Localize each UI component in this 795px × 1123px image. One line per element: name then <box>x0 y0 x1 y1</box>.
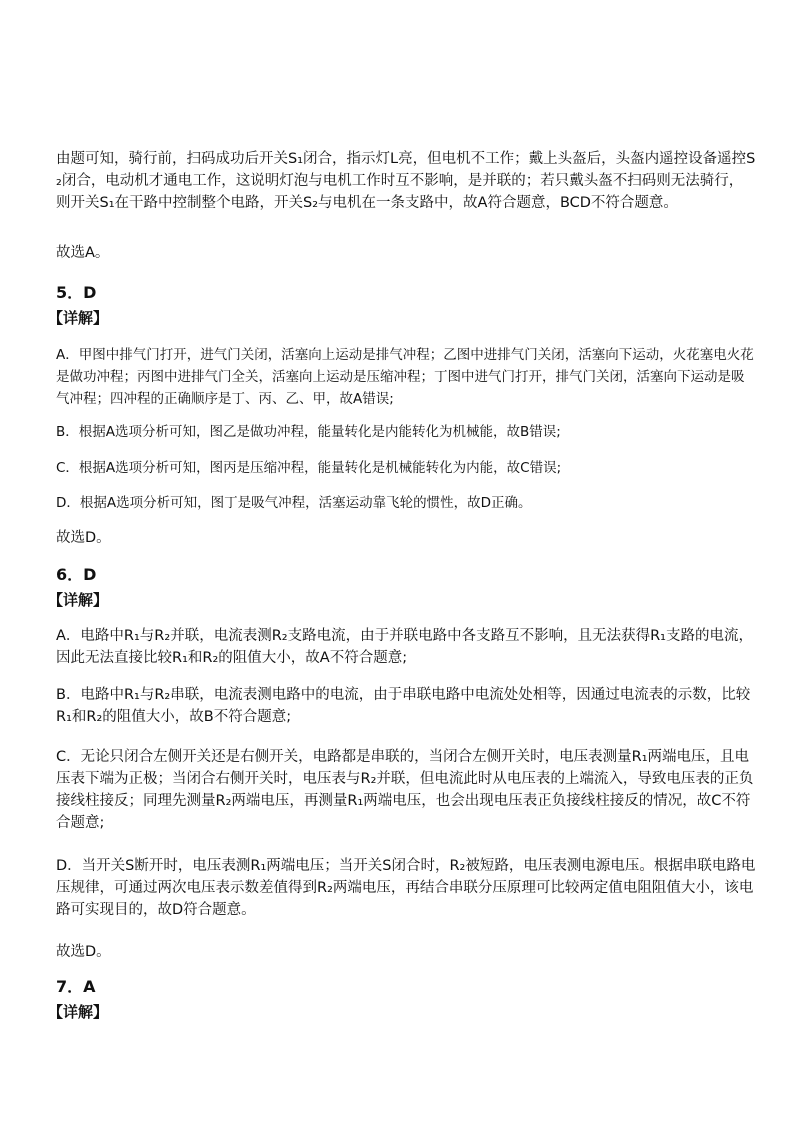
q6-option-b-analysis: B．电路中R₁与R₂串联，电流表测电路中的电流，由于串联电路中电流处处相等，因通过电流表的示数，比较R₁和R₂的阻值大小，故B不符合题意; <box>56 687 751 725</box>
q6-option-a-analysis: A．电路中R₁与R₂并联，电流表测R₂支路电流，由于并联电路中各支路互不影响，且无法获得R₁支路的电流，因此无法直接比较R₁和R₂的阻值大小，故A不符合题意; <box>56 628 753 666</box>
question-7-heading: 7．A <box>56 977 96 996</box>
q5-option-c-analysis: C．根据A选项分析可知，图丙是压缩冲程，能量转化是机械能转化为内能，故C错误; <box>56 460 562 476</box>
q5-option-b-analysis: B．根据A选项分析可知，图乙是做功冲程，能量转化是内能转化为机械能，故B错误; <box>56 424 561 440</box>
q5-option-a-analysis: A．甲图中排气门打开，进气门关闭，活塞向上运动是排气冲程；乙图中进排气门关闭，活塞向下运动，火花塞电火花是做功冲程；丙图中进排气门全关，活塞向上运动是压缩冲程；丁图中进气门打开，排气门关闭，活塞向下运动是吸气冲程；四冲程的正确顺序是丁、丙、乙、甲，故A错误; <box>56 347 754 407</box>
paragraph-q4-analysis: 由题可知，骑行前，扫码成功后开关S₁闭合，指示灯L亮，但电机不工作；戴上头盔后，头盔内遥控设备遥控S₂闭合，电动机才通电工作，这说明灯泡与电机工作时互不影响，是并联的；若只戴头盔不扫码则无法骑行，则开关S₁在干路中控制整个电路，开关S₂与电机在一条支路中，故A符合题意，BCD不符合题意。 <box>56 151 756 211</box>
q5-answer: 故选D。 <box>56 530 111 546</box>
question-5-heading: 5．D <box>56 283 97 302</box>
paragraph-q4-answer: 故选A。 <box>56 245 110 261</box>
question-7-detail-label: 【详解】 <box>48 1003 109 1021</box>
q6-option-d-analysis: D．当开关S断开时，电压表测R₁两端电压；当开关S闭合时，R₂被短路，电压表测电源电压。根据串联电路电压规律，可通过两次电压表示数差值得到R₂两端电压，再结合串联分压原理可比较两定值电阻阻值大小，该电路可实现目的，故D符合题意。 <box>56 858 756 918</box>
question-6-heading: 6．D <box>56 565 97 584</box>
question-5-detail-label: 【详解】 <box>48 309 109 327</box>
q5-option-d-analysis: D．根据A选项分析可知，图丁是吸气冲程，活塞运动靠飞轮的惯性，故D正确。 <box>56 495 532 511</box>
question-6-detail-label: 【详解】 <box>48 591 109 609</box>
q6-option-c-analysis: C．无论只闭合左侧开关还是右侧开关，电路都是串联的，当闭合左侧开关时，电压表测量R₁两端电压，且电压表下端为正极；当闭合右侧开关时，电压表与R₂并联，但电流此时从电压表的上端流入，导致电压表的正负接线柱接反；同理先测量R₂两端电压，再测量R₁两端电压，也会出现电压表正负接线柱接反的情况，故C不符合题意; <box>56 749 754 831</box>
q6-answer: 故选D。 <box>56 944 111 960</box>
